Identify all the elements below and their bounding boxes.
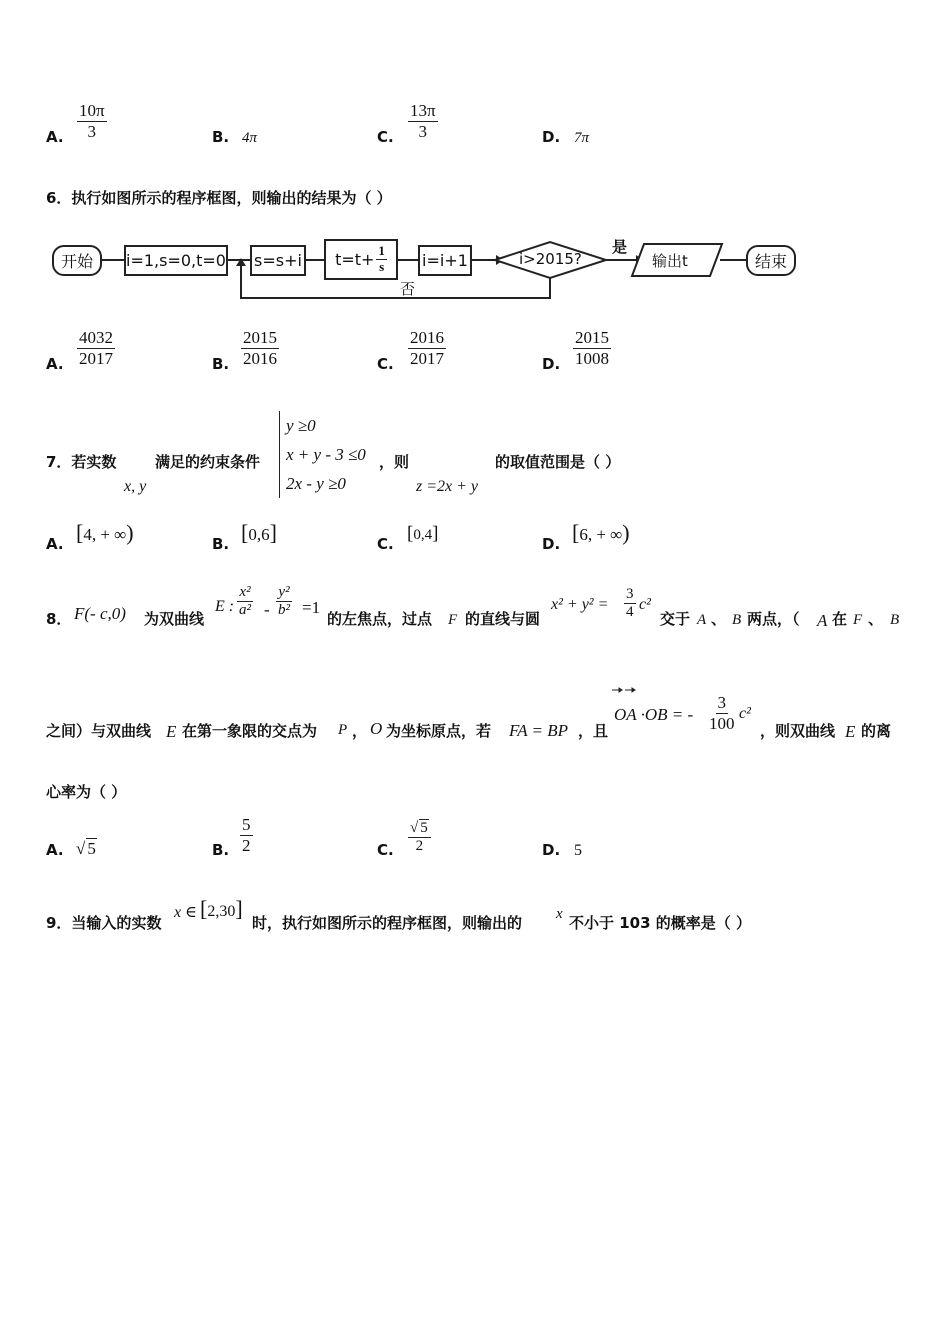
q6-option-d-label: D. — [542, 355, 561, 373]
flowchart-output-text: 输出t — [652, 252, 688, 270]
flowchart-condition: i>2015? — [519, 250, 582, 268]
q7-constraint-3: 2x - y ≥0 — [286, 474, 346, 493]
flowchart-yes-label: 是 — [612, 238, 628, 256]
q8-option-d-value: 5 — [574, 842, 582, 859]
q8-option-b-value: $\frac{5}{2}$ — [242, 815, 251, 855]
q6-stem: 6．执行如图所示的程序框图，则输出的结果为（ ） — [46, 189, 392, 207]
q8-frac-3-4: $\frac{3}{4}$ — [626, 586, 634, 621]
q6-option-a-value: $\frac{4032}{2017}$ — [79, 328, 113, 368]
flowchart-i-step: i=i+1 — [418, 245, 472, 276]
q8-option-c-value: $\frac{√ 5}{2}$ — [408, 819, 431, 856]
q7-option-d-value: [6, + ∞) — [572, 520, 630, 545]
q8-frac-x2-a2: $\frac{\text{x²}}{\text{a²}}$ — [239, 584, 251, 619]
q7-option-b-label: B. — [212, 535, 230, 553]
q6-option-c-label: C. — [377, 355, 394, 373]
flowchart-end: 结束 — [746, 245, 796, 276]
q5-option-d-value: 7π — [574, 130, 590, 146]
q6-option-d-value: $\frac{2015}{1008}$ — [575, 328, 609, 368]
q8-dot-product: OA ·OB = - — [614, 705, 694, 724]
q5-option-a-value: $\frac{10\pi}{3}$ — [79, 101, 105, 141]
q8-vector-condition: FA = BP — [509, 721, 569, 740]
q8-vector-arrows-icon — [611, 686, 637, 694]
q5-option-b-value: 4π — [242, 130, 258, 146]
q8-option-d-label: D. — [542, 841, 561, 859]
q8-focus: F(- c,0) — [74, 604, 126, 623]
q7-option-c-label: C. — [377, 535, 394, 553]
q8-option-c-label: C. — [377, 841, 394, 859]
q5-option-b-label: B. — [212, 128, 230, 146]
q8-frac-3-100: $\frac{3}{100}$ — [709, 693, 735, 733]
q8-stem-line-3: 心率为（ ） — [46, 783, 127, 801]
q7-option-b-value: [0,6] — [241, 520, 277, 545]
q7-option-a-label: A. — [46, 535, 64, 553]
q5-option-a-label: A. — [46, 128, 64, 146]
q8-option-a-value: √ 5 — [76, 839, 96, 858]
flowchart-t-step: t=t+ $\frac{1}{s}$ — [324, 239, 398, 280]
q8-frac-y2-b2: $\frac{\text{y²}}{\text{b²}}$ — [278, 584, 290, 619]
q7-constraint-1: y ≥0 — [286, 416, 316, 435]
q7-constraint-system — [279, 411, 366, 498]
q6-option-c-value: $\frac{2016}{2017}$ — [410, 328, 444, 368]
q6-option-a-label: A. — [46, 355, 64, 373]
q9-interval: [2,30] — [200, 896, 243, 921]
flowchart-start: 开始 — [52, 245, 102, 276]
q8-circle: x² + y² = — [551, 596, 609, 613]
q8-option-b-label: B. — [212, 841, 230, 859]
q7-option-d-label: D. — [542, 535, 561, 553]
q7-constraint-2: x + y - 3 ≤0 — [286, 445, 366, 464]
q6-option-b-value: $\frac{2015}{2016}$ — [243, 328, 277, 368]
q8-option-a-label: A. — [46, 841, 64, 859]
q7-objective: z =2x + y — [416, 478, 479, 495]
q7-vars: x, y — [124, 478, 147, 495]
q5-option-c-label: C. — [377, 128, 394, 146]
q5-option-c-value: $\frac{13\pi}{3}$ — [410, 101, 436, 141]
flowchart-s-step: s=s+i — [250, 245, 306, 276]
q7-option-c-value: [0,4] — [407, 523, 439, 544]
flowchart-no-label: 否 — [400, 280, 416, 298]
q6-option-b-label: B. — [212, 355, 230, 373]
flowchart-init: i=1,s=0,t=0 — [124, 245, 228, 276]
q7-option-a-value: [4, + ∞) — [76, 520, 134, 545]
q5-option-d-label: D. — [542, 128, 561, 146]
